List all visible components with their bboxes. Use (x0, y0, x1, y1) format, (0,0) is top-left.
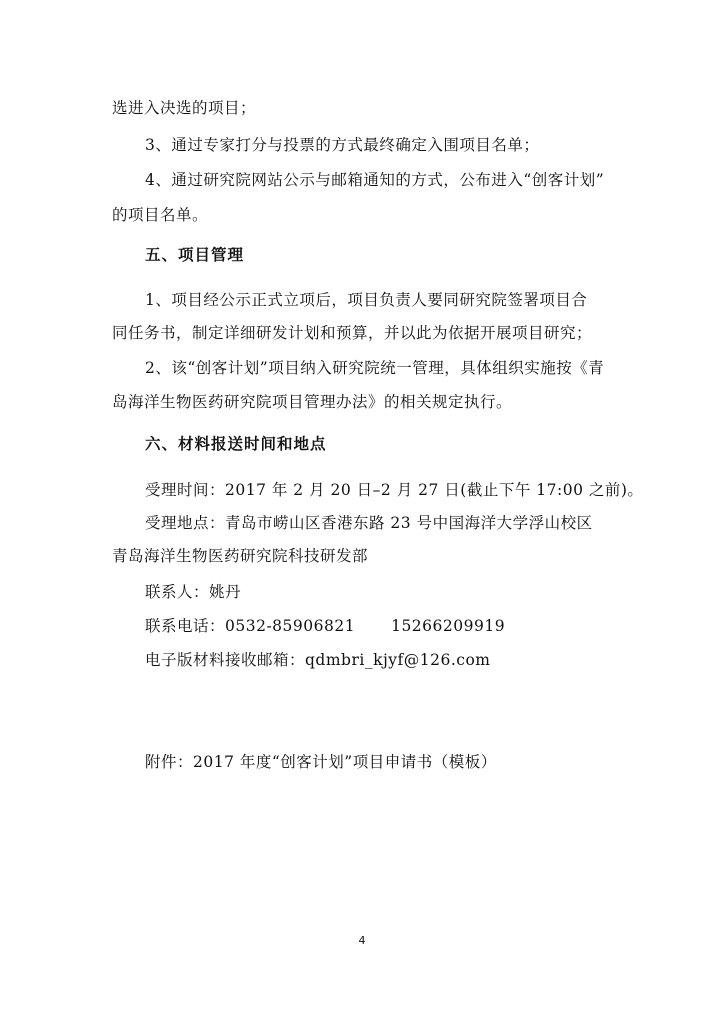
text-line: 的项目名单。 (112, 206, 209, 224)
text-line: 同任务书，制定详细研发计划和预算，并以此为依据开展项目研究； (112, 324, 593, 342)
text-line: 4、通过研究院网站公示与邮箱通知的方式，公布进入“创客计划” (145, 171, 605, 189)
phone-label: 联系电话：0532-85906821 (145, 617, 356, 635)
text-line: 受理地点：青岛市崂山区香港东路 23 号中国海洋大学浮山校区 (145, 514, 593, 532)
text-line: 电子版材料接收邮箱：qdmbri_kjyf@126.com (145, 651, 491, 669)
section-heading: 六、材料报送时间和地点 (145, 435, 327, 453)
section-heading: 五、项目管理 (145, 246, 245, 264)
page-number: 4 (358, 934, 366, 947)
text-line: 受理时间：2017 年 2 月 20 日–2 月 27 日(截止下午 17:00 之前)。 (145, 481, 644, 499)
text-line: 联系人：姚丹 (145, 583, 242, 601)
text-line: 3、通过专家打分与投票的方式最终确定入围项目名单； (145, 136, 540, 154)
text-line: 2、该“创客计划”项目纳入研究院统一管理，具体组织实施按《青 (145, 359, 605, 377)
attachment-line: 附件：2017 年度“创客计划”项目申请书（模板） (145, 753, 497, 771)
text-line: 1、项目经公示正式立项后，项目负责人要同研究院签署项目合 (145, 291, 588, 309)
text-line: 岛海洋生物医药研究院项目管理办法》的相关规定执行。 (112, 393, 513, 411)
phone-mobile: 15266209919 (391, 617, 506, 635)
text-line: 青岛海洋生物医药研究院科技研发部 (112, 547, 369, 565)
text-line: 选进入决选的项目； (112, 99, 257, 117)
contact-phone-line (145, 616, 505, 636)
